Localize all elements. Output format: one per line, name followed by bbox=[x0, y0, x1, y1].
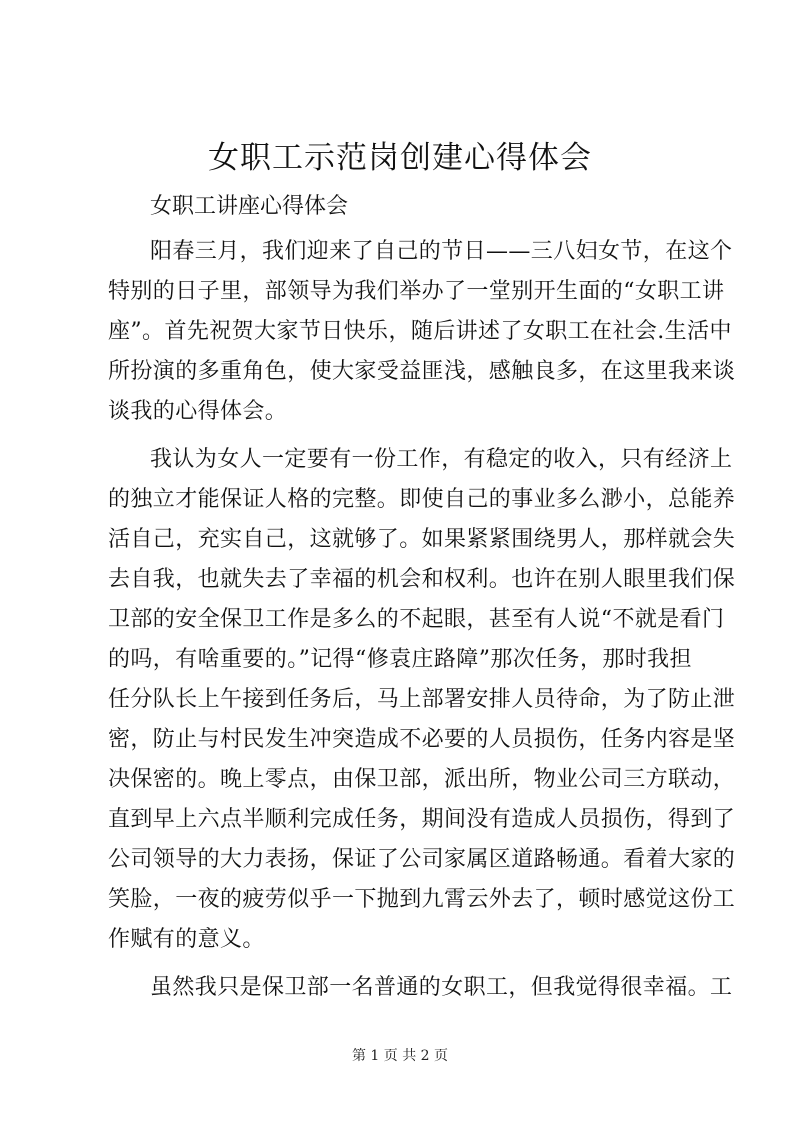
body-line: 所扮演的多重角色，使大家受益匪浅，感触良多，在这里我来谈 bbox=[108, 359, 736, 384]
body-line: 活自己，充实自己，这就够了。如果紧紧围绕男人，那样就会失 bbox=[108, 527, 736, 552]
body-line: 直到早上六点半顺利完成任务，期间没有造成人员损伤，得到了 bbox=[108, 807, 736, 832]
document-title: 女职工示范岗创建心得体会 bbox=[208, 140, 592, 176]
document-subtitle: 女职工讲座心得体会 bbox=[150, 194, 349, 219]
paragraph-gap bbox=[108, 432, 698, 440]
body-line: 我认为女人一定要有一份工作，有稳定的收入，只有经济上 bbox=[150, 447, 733, 472]
body-line: 特别的日子里，部领导为我们举办了一堂别开生面的“女职工讲 bbox=[108, 279, 725, 304]
body-line: 座”。首先祝贺大家节日快乐，随后讲述了女职工在社会.生活中 bbox=[108, 319, 732, 344]
body-line: 决保密的。晚上零点，由保卫部，派出所，物业公司三方联动， bbox=[108, 767, 736, 792]
paragraph-gap bbox=[108, 960, 698, 968]
body-line: 作赋有的意义。 bbox=[108, 927, 265, 952]
body-line: 去自我，也就失去了幸福的机会和权利。也许在别人眼里我们保 bbox=[108, 567, 736, 592]
body-line: 的独立才能保证人格的完整。即使自己的事业多么渺小，总能养 bbox=[108, 487, 736, 512]
document-body bbox=[108, 232, 736, 1008]
body-line: 卫部的安全保卫工作是多么的不起眼，甚至有人说“不就是看门 bbox=[108, 607, 725, 632]
body-line: 任分队长上午接到任务后，马上部署安排人员待命，为了防止泄 bbox=[108, 687, 736, 712]
body-line: 阳春三月，我们迎来了自己的节日——三八妇女节，在这个 bbox=[150, 239, 733, 264]
body-line: 虽然我只是保卫部一名普通的女职工，但我觉得很幸福。工 bbox=[150, 975, 733, 1000]
body-line: 密，防止与村民发生冲突造成不必要的人员损伤，任务内容是坚 bbox=[108, 727, 736, 752]
body-line: 公司领导的大力表扬，保证了公司家属区道路畅通。看着大家的 bbox=[108, 847, 736, 872]
body-line: 谈我的心得体会。 bbox=[108, 399, 288, 424]
body-line: 的吗，有啥重要的。”记得“修袁庄路障”那次任务，那时我担 bbox=[108, 647, 692, 672]
page-footer: 第 1 页 共 2 页 bbox=[351, 1048, 449, 1064]
body-line: 笑脸，一夜的疲劳似乎一下抛到九霄云外去了，顿时感觉这份工 bbox=[108, 887, 736, 912]
